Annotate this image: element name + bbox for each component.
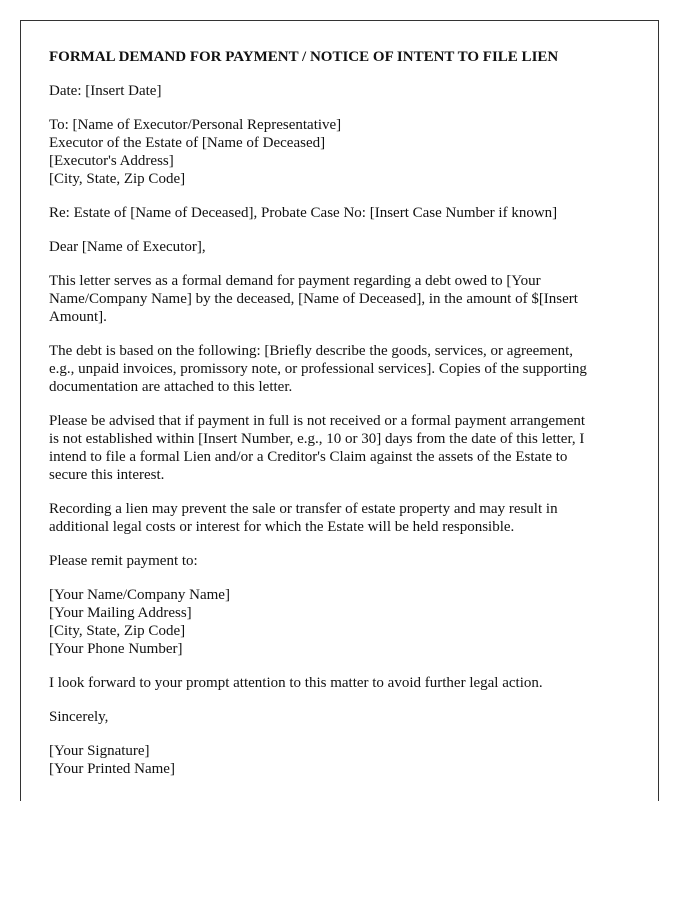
text-line: This letter serves as a formal demand for payment regarding a debt owed to [Your [49, 273, 541, 289]
text-line: Please be advised that if payment in full is not received or a formal payment arrangement [49, 413, 586, 429]
consequences-paragraph [49, 500, 630, 536]
sign-off [49, 708, 630, 726]
text-line: Please remit payment to: [49, 553, 198, 569]
text-line: Executor of the Estate of [Name of Deceased] [49, 135, 326, 151]
closing-remark [49, 674, 630, 692]
text-line: [Your Name/Company Name] [49, 587, 230, 603]
text-line: Dear [Name of Executor], [49, 239, 206, 255]
text-line: Date: [Insert Date] [49, 83, 162, 99]
text-line: To: [Name of Executor/Personal Representative] [49, 117, 342, 133]
demand-paragraph [49, 272, 630, 326]
lien-notice-paragraph [49, 412, 630, 484]
recipient-block [49, 116, 630, 188]
text-line: Re: Estate of [Name of Deceased], Probate Case No: [Insert Case Number if known] [49, 205, 558, 221]
re-line [49, 204, 630, 222]
remit-instruction [49, 552, 630, 570]
salutation [49, 238, 630, 256]
text-line: I look forward to your prompt attention to this matter to avoid further legal action. [49, 675, 543, 691]
signature-block [49, 742, 630, 778]
text-line: [Your Mailing Address] [49, 605, 192, 621]
text-line: e.g., unpaid invoices, promissory note, or professional services]. Copies of the supporting [49, 361, 587, 377]
remit-address-block [49, 586, 630, 658]
letter-body [49, 82, 630, 778]
text-line: documentation are attached to this letter. [49, 379, 293, 395]
letter-title: FORMAL DEMAND FOR PAYMENT / NOTICE OF INTENT TO FILE LIEN [49, 49, 559, 65]
text-line: Amount]. [49, 309, 107, 325]
text-line: [City, State, Zip Code] [49, 171, 186, 187]
debt-basis-paragraph [49, 342, 630, 396]
text-line: additional legal costs or interest for which the Estate will be held responsible. [49, 519, 515, 535]
text-line: Name/Company Name] by the deceased, [Name of Deceased], in the amount of $[Insert [49, 291, 578, 307]
text-line: Sincerely, [49, 709, 109, 725]
text-line: Recording a lien may prevent the sale or transfer of estate property and may result in [49, 501, 558, 517]
text-line: is not established within [Insert Number, e.g., 10 or 30] days from the date of this letter, I [49, 431, 585, 447]
text-line: [Your Signature] [49, 743, 150, 759]
text-line: [Your Printed Name] [49, 761, 175, 777]
text-line: [City, State, Zip Code] [49, 623, 186, 639]
text-line: intend to file a formal Lien and/or a Creditor's Claim against the assets of the Estate to [49, 449, 568, 465]
text-line: [Your Phone Number] [49, 641, 183, 657]
date-line [49, 82, 630, 100]
letter-page [20, 20, 659, 801]
text-line: secure this interest. [49, 467, 165, 483]
text-line: The debt is based on the following: [Briefly describe the goods, services, or agreement, [49, 343, 574, 359]
text-line: [Executor's Address] [49, 153, 174, 169]
